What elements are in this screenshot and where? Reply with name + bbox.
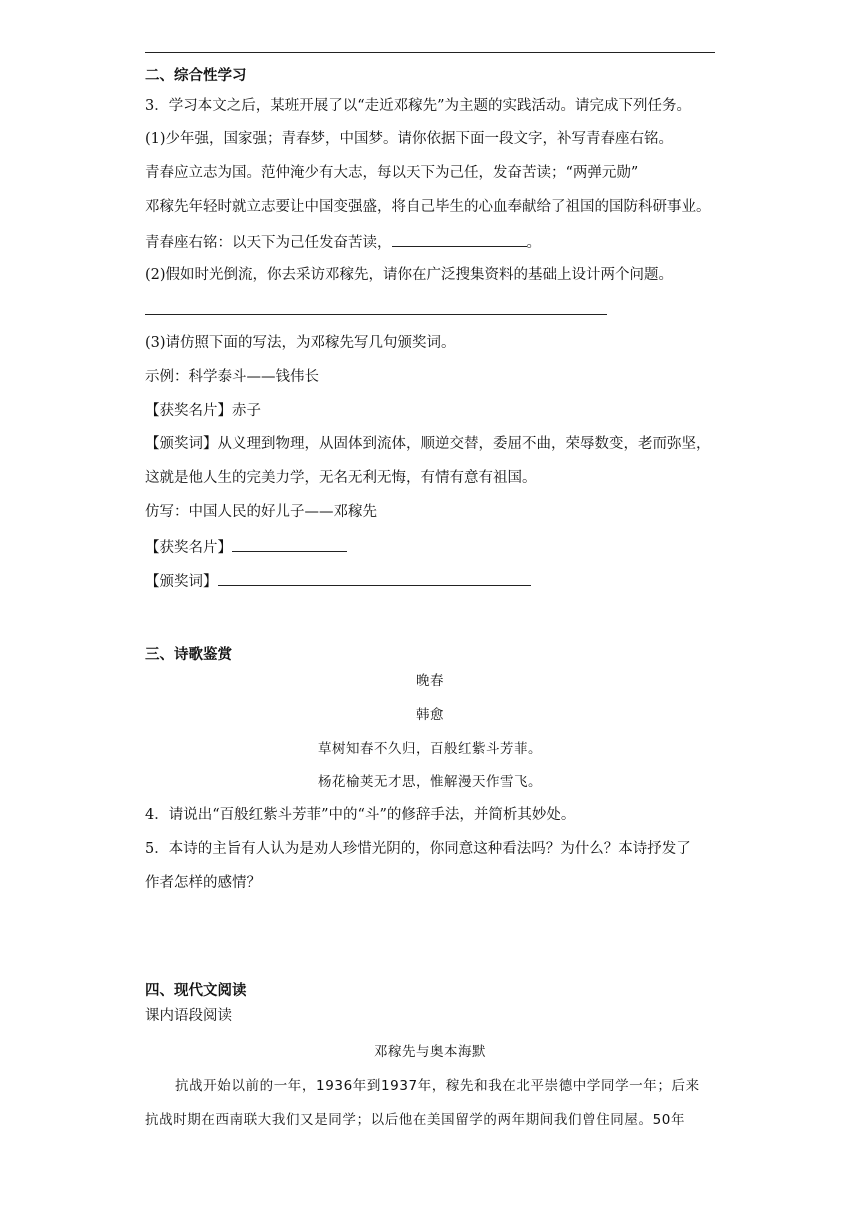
poem-line-1: 草树知春不久归，百般红紫斗芳菲。 [318, 741, 542, 757]
award-card-answer-line [145, 537, 347, 557]
passage-line-1: 青春应立志为国。范仲淹少有大志，每以天下为己任，发奋苦读；“两弹元勋” [145, 165, 639, 181]
section-heading-3: 三、诗歌鉴赏 [145, 647, 232, 663]
award-speech-label: 【颁奖词】 [145, 574, 218, 590]
question-3-part-3: (3)请仿照下面的写法，为邓稼先写几句颁奖词。 [145, 335, 456, 351]
imitate-line: 仿写：中国人民的好儿子——邓稼先 [145, 504, 377, 520]
award-card-blank[interactable] [232, 537, 347, 552]
motto-suffix: 。 [526, 235, 541, 251]
award-speech-line-2: 这就是他人生的完美力学，无名无利无悔，有情有意有祖国。 [145, 470, 537, 486]
motto-answer-blank[interactable] [392, 232, 527, 247]
question-5-line-1: 5．本诗的主旨有人认为是劝人珍惜光阴的，你同意这种看法吗？为什么？本诗抒发了 [145, 841, 691, 857]
example-line: 示例：科学泰斗——钱伟长 [145, 369, 319, 385]
question-3-part-2: (2)假如时光倒流，你去采访邓稼先，请你在广泛搜集资料的基础上设计两个问题。 [145, 267, 674, 283]
motto-prefix: 青春座右铭：以天下为己任发奋苦读， [145, 235, 392, 251]
article-paragraph-line-2: 抗战时期在西南联大我们又是同学；以后他在美国留学的两年期间我们曾住同屋。50年 [145, 1112, 686, 1128]
passage-line-2: 邓稼先年轻时就立志要让中国变强盛，将自己毕生的心血奉献给了祖国的国防科研事业。 [145, 199, 711, 215]
award-card-label: 【获奖名片】 [145, 540, 232, 556]
award-speech-answer-line [145, 571, 531, 591]
award-card-example: 【获奖名片】赤子 [145, 403, 261, 419]
article-paragraph-line-1: 抗战开始以前的一年，1936年到1937年，稼先和我在北平崇德中学同学一年；后来 [175, 1078, 700, 1094]
article-title: 邓稼先与奥本海默 [374, 1044, 486, 1060]
top-divider [145, 52, 715, 53]
question-3-part-1: (1)少年强，国家强；青春梦，中国梦。请你依据下面一段文字，补写青春座右铭。 [145, 131, 674, 147]
question-3: 3．学习本文之后，某班开展了以“走近邓稼先”为主题的实践活动。请完成下列任务。 [145, 98, 692, 114]
section-heading-4: 四、现代文阅读 [145, 983, 247, 999]
poem-title: 晚春 [416, 673, 444, 689]
question-4: 4．请说出“百般红紫斗芳菲”中的“斗”的修辞手法，并简析其妙处。 [145, 807, 576, 823]
motto-line [145, 232, 541, 252]
section-heading-2: 二、综合性学习 [145, 68, 247, 84]
poem-line-2: 杨花榆荚无才思，惟解漫天作雪飞。 [318, 774, 542, 790]
award-speech-line-1: 【颁奖词】从义理到物理，从固体到流体，顺逆交替，委屈不曲，荣辱数变，老而弥坚， [145, 436, 711, 452]
subsection-label: 课内语段阅读 [145, 1008, 232, 1024]
answer-line-part-2[interactable] [145, 314, 607, 315]
award-speech-blank[interactable] [218, 571, 531, 586]
poem-author: 韩愈 [416, 707, 444, 723]
question-5-line-2: 作者怎样的感情？ [145, 875, 261, 891]
